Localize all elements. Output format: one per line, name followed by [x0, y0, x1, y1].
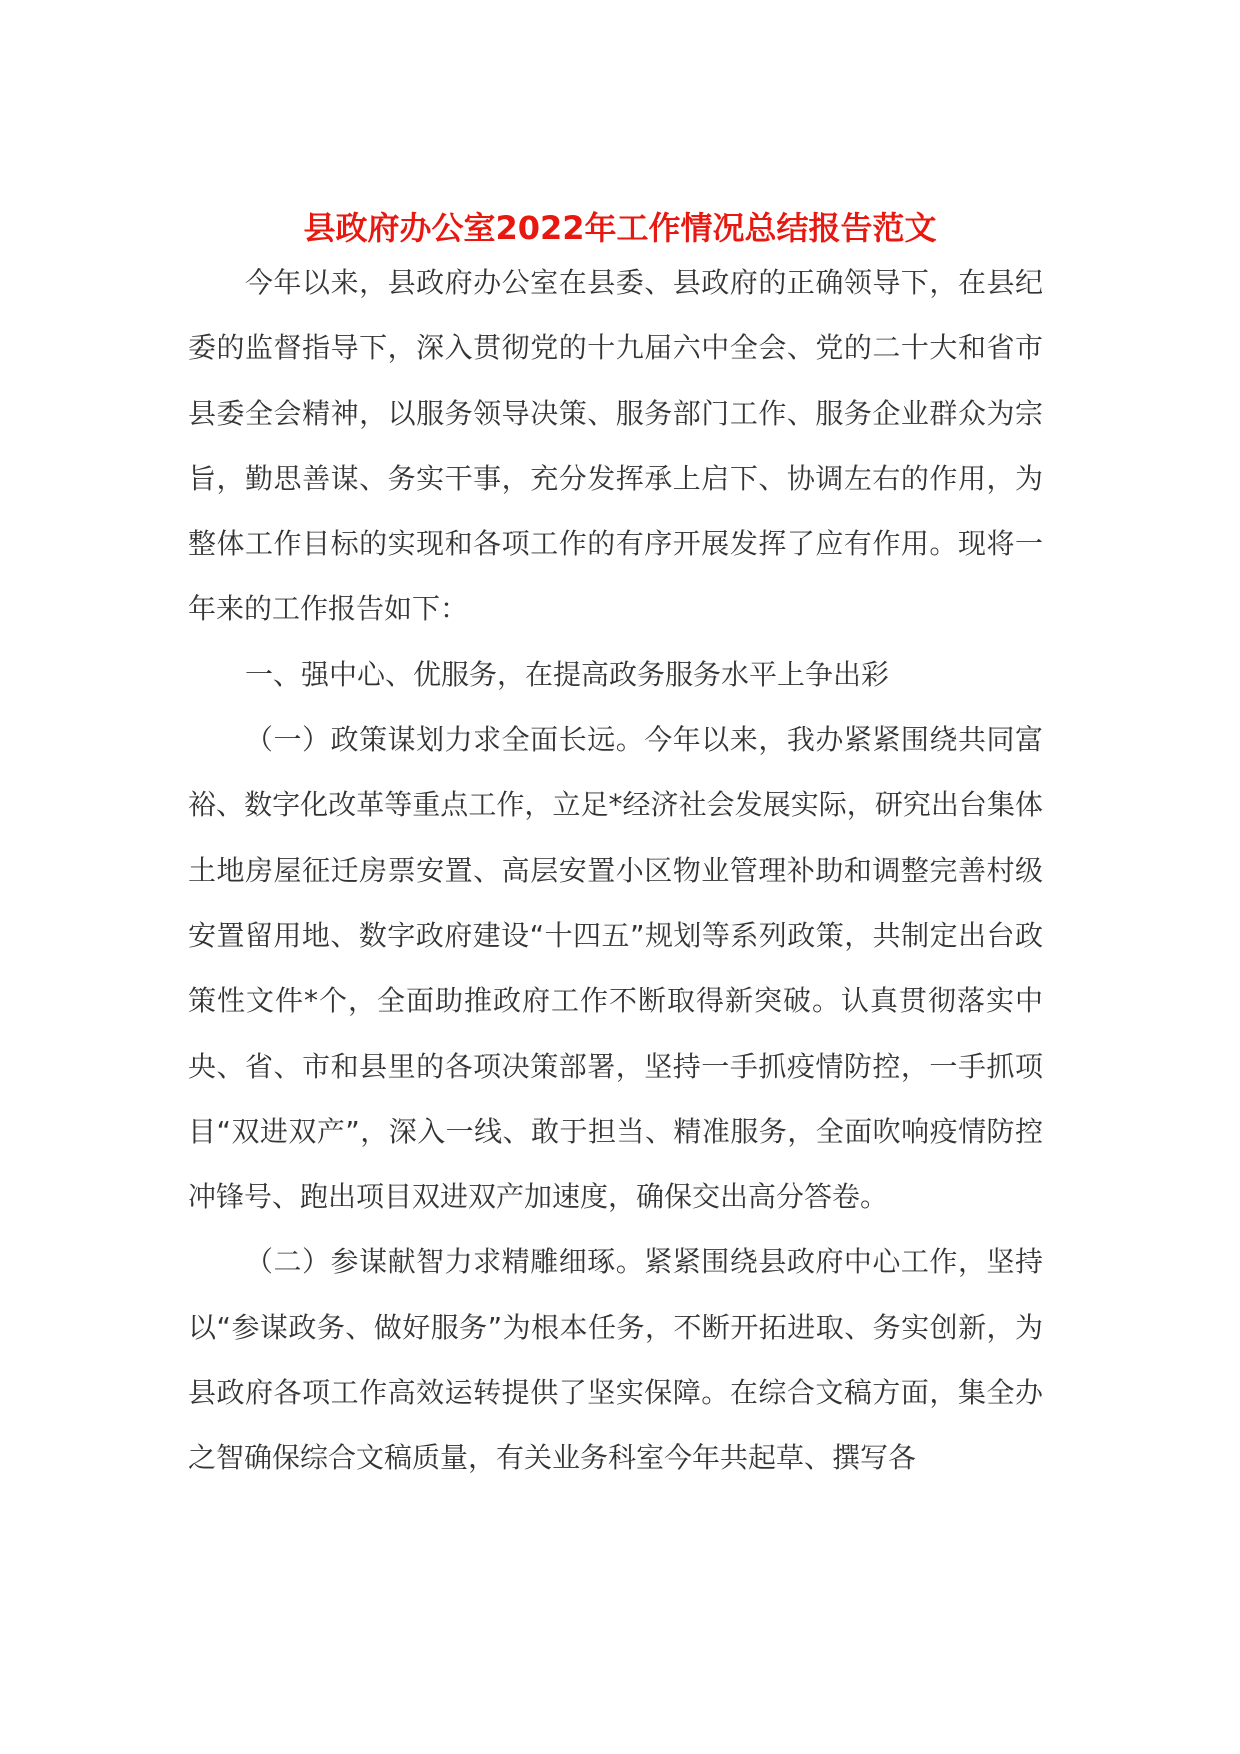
document-title: 县政府办公室2022年工作情况总结报告范文: [303, 209, 937, 247]
body-paragraph: （二）参谋献智力求精雕细琢。紧紧围绕县政府中心工作，坚持以“参谋政务、做好服务”为根本任务，不断开拓进取、务实创新，为县政府各项工作高效运转提供了坚实保障。在综合文稿方面，集全办之智确保综合文稿质量，有关业务科室今年共起草、撰写各: [188, 1245, 1043, 1475]
section-heading: 一、强中心、优服务，在提高政务服务水平上争出彩: [245, 657, 890, 691]
intro-paragraph: 今年以来，县政府办公室在县委、县政府的正确领导下，在县纪委的监督指导下，深入贯彻党的十九届六中全会、党的二十大和省市县委全会精神，以服务领导决策、服务部门工作、服务企业群众为宗旨，勤思善谋、务实干事，充分发挥承上启下、协调左右的作用，为整体工作目标的实现和各项工作的有序开展发挥了应有作用。现将一年来的工作报告如下：: [188, 266, 1043, 626]
document-body: [188, 250, 1043, 1491]
body-paragraph: （一）政策谋划力求全面长远。今年以来，我办紧紧围绕共同富裕、数字化改革等重点工作，立足*经济社会发展实际，研究出台集体土地房屋征迁房票安置、高层安置小区物业管理补助和调整完善村级安置留用地、数字政府建设“十四五”规划等系列政策，共制定出台政策性文件*个，全面助推政府工作不断取得新突破。认真贯彻落实中央、省、市和县里的各项决策部署，坚持一手抓疫情防控，一手抓项目“双进双产”，深入一线、敢于担当、精准服务，全面吹响疫情防控冲锋号、跑出项目双进双产加速度，确保交出高分答卷。: [188, 723, 1043, 1214]
